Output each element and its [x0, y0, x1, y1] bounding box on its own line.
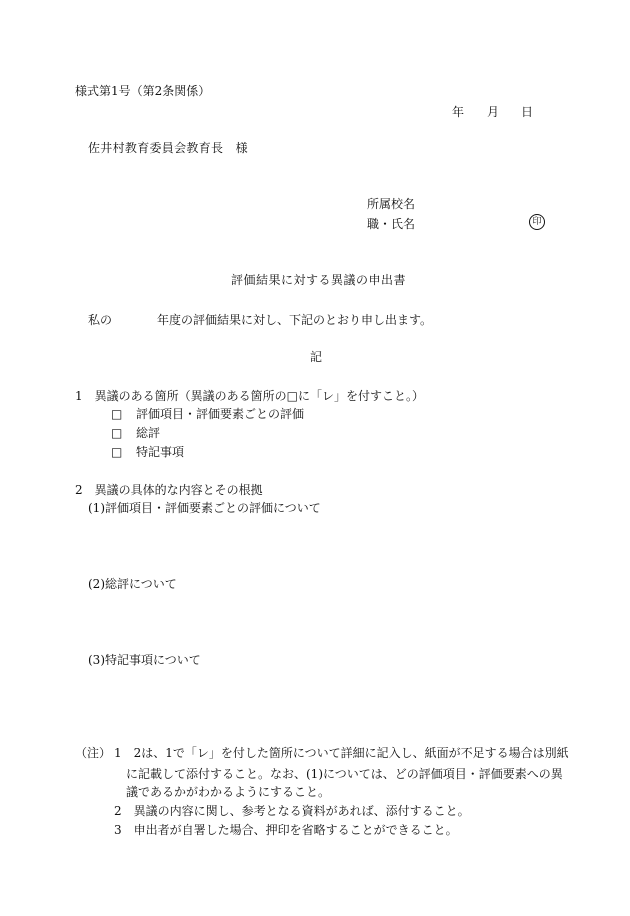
checkbox-special[interactable]: □	[111, 445, 123, 459]
date-day-label: 日	[521, 105, 534, 119]
form-number: 様式第1号（第2条関係）	[75, 84, 211, 98]
subsection-2: (2)総評について	[88, 577, 177, 591]
note-1-line-3: 議であるかがわかるようにすること。	[114, 785, 331, 799]
note-1-line-2: に記載して添付すること。なお、(1)については、どの評価項目・評価要素への異	[114, 767, 563, 781]
notes-label: （注）	[75, 746, 112, 760]
checkbox-label-special: 特記事項	[136, 445, 185, 459]
date-year-label: 年	[452, 105, 465, 119]
section2-heading: 2 異議の具体的な内容とその根拠	[75, 483, 263, 497]
addressee: 佐井村教育委員会教育長 様	[88, 141, 248, 155]
ki-heading: 記	[310, 350, 323, 364]
seal-icon: 印	[529, 214, 545, 230]
note-1-line-1: 1 2は、1で「レ」を付した箇所について詳細に記入し、紙面が不足する場合は別紙	[114, 746, 569, 760]
name-label: 職・氏名	[367, 217, 416, 231]
note-2: 2 異議の内容に関し、参考となる資料があれば、添付すること。	[114, 804, 470, 818]
document-title: 評価結果に対する異議の申出書	[231, 273, 407, 287]
section1-heading: 1 異議のある箇所（異議のある箇所の□に「レ」を付すこと。）	[75, 389, 424, 403]
checkbox-label-overall: 総評	[136, 426, 161, 440]
date-month-label: 月	[487, 105, 500, 119]
checkbox-evaluation-items[interactable]: □	[111, 407, 123, 421]
checkbox-overall[interactable]: □	[111, 426, 123, 440]
school-label: 所属校名	[367, 197, 416, 211]
subsection-1: (1)評価項目・評価要素ごとの評価について	[88, 501, 321, 515]
statement-prefix: 私の	[88, 313, 113, 327]
checkbox-label-evaluation-items: 評価項目・評価要素ごとの評価	[136, 407, 305, 421]
subsection-3: (3)特記事項について	[88, 653, 201, 667]
note-3: 3 申出者が自署した場合、押印を省略することができること。	[114, 823, 458, 837]
statement-body: 年度の評価結果に対し、下記のとおり申し出ます。	[157, 313, 433, 327]
